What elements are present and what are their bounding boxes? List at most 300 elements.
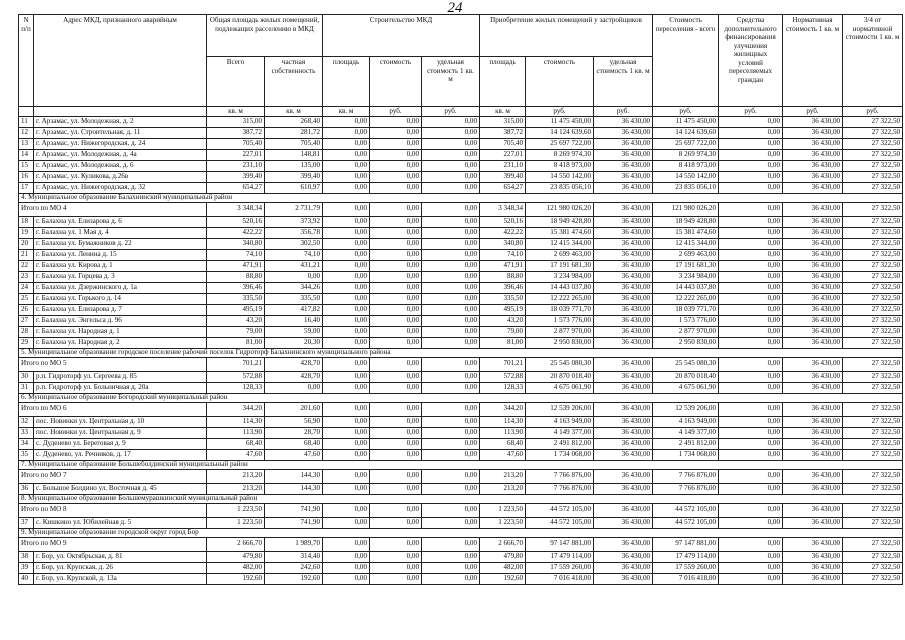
value-cell: 36 430,00: [594, 382, 653, 393]
value-cell: 17 479 114,00: [653, 551, 719, 562]
value-cell: 7 766 876,00: [526, 483, 594, 494]
table-row: [19, 326, 903, 337]
address-cell: г. Арзамас, ул. Нижегородская, д. 24: [34, 138, 207, 149]
value-cell: 0,00: [719, 427, 783, 438]
value-cell: 2 491 812,00: [653, 438, 719, 449]
header-cost: Стоимость переселения - всего: [653, 15, 719, 107]
value-cell: 79,00: [480, 326, 526, 337]
value-cell: 0,00: [422, 182, 480, 193]
value-cell: 2 950 830,00: [526, 337, 594, 348]
value-cell: 0,00: [719, 438, 783, 449]
value-cell: 0,00: [370, 249, 422, 260]
total-cell: 44 572 105,00: [526, 503, 594, 517]
value-cell: 0,00: [719, 293, 783, 304]
value-cell: 0,00: [719, 573, 783, 584]
total-cell: 0,00: [370, 503, 422, 517]
value-cell: 2 491 812,00: [526, 438, 594, 449]
address-cell: г. Бор, ул. Октябрьская, д. 81: [34, 551, 207, 562]
value-cell: 0,00: [719, 483, 783, 494]
total-cell: 1 223,50: [207, 503, 265, 517]
value-cell: 231,10: [207, 160, 265, 171]
value-cell: 335,50: [265, 293, 323, 304]
value-cell: 36 430,00: [783, 371, 843, 382]
value-cell: 4 675 061,90: [526, 382, 594, 393]
total-cell: 44 572 105,00: [653, 503, 719, 517]
value-cell: 335,50: [480, 293, 526, 304]
value-cell: 27 322,50: [843, 382, 903, 393]
table-row: [19, 337, 903, 348]
value-cell: 0,00: [323, 438, 370, 449]
total-row: [19, 469, 903, 483]
value-cell: 27 322,50: [843, 573, 903, 584]
value-cell: 0,00: [719, 216, 783, 227]
section-title: 9. Муниципальное образование городской округ город Бор: [19, 528, 903, 537]
value-cell: 4 149 377,00: [526, 427, 594, 438]
value-cell: 36 430,00: [783, 382, 843, 393]
table-row: [19, 517, 903, 528]
address-cell: с. Дуденево ул. Береговая д. 9: [34, 438, 207, 449]
value-cell: 0,00: [370, 449, 422, 460]
value-cell: 20 870 018,40: [653, 371, 719, 382]
value-cell: 471,91: [207, 260, 265, 271]
address-cell: г. Балахна ул. Ленина д. 15: [34, 249, 207, 260]
value-cell: 0,00: [422, 149, 480, 160]
value-cell: 20 870 018,40: [526, 371, 594, 382]
value-cell: 387,72: [480, 127, 526, 138]
address-cell: г. Балахна ул. Кирова д. 1: [34, 260, 207, 271]
value-cell: 59,00: [265, 326, 323, 337]
table-row: [19, 315, 903, 326]
total-cell: 3 348,34: [207, 202, 265, 216]
value-cell: 422,22: [207, 227, 265, 238]
table-row: [19, 282, 903, 293]
units-cell: руб.: [594, 107, 653, 117]
value-cell: 43,20: [480, 315, 526, 326]
value-cell: 36 430,00: [783, 171, 843, 182]
total-cell: 0,00: [370, 537, 422, 551]
value-cell: 27 322,50: [843, 427, 903, 438]
value-cell: 36 430,00: [783, 337, 843, 348]
header-construction: Строительство МКД: [323, 15, 480, 57]
value-cell: 8 269 974,30: [653, 149, 719, 160]
value-cell: 47,60: [265, 449, 323, 460]
value-cell: 18 949 428,80: [526, 216, 594, 227]
row-number: 26: [19, 304, 34, 315]
total-label: Итого по МО 9: [19, 537, 207, 551]
total-cell: 27 322,50: [843, 402, 903, 416]
value-cell: 74,10: [207, 249, 265, 260]
value-cell: 0,00: [370, 260, 422, 271]
table-row: [19, 116, 903, 127]
value-cell: 36 430,00: [783, 282, 843, 293]
total-cell: 97 147 881,00: [653, 537, 719, 551]
address-cell: р.п. Гидроторф ул. Сергеева д. 85: [34, 371, 207, 382]
total-cell: 2 731,79: [265, 202, 323, 216]
value-cell: 18 039 771,70: [653, 304, 719, 315]
total-cell: 0,00: [422, 202, 480, 216]
row-number: 36: [19, 483, 34, 494]
value-cell: 15 381 474,60: [653, 227, 719, 238]
row-number: 24: [19, 282, 34, 293]
value-cell: 36 430,00: [594, 127, 653, 138]
row-number: 39: [19, 562, 34, 573]
value-cell: 114,30: [480, 416, 526, 427]
value-cell: 0,00: [370, 138, 422, 149]
value-cell: 0,00: [323, 138, 370, 149]
value-cell: 36 430,00: [783, 304, 843, 315]
value-cell: 0,00: [370, 227, 422, 238]
value-cell: 396,46: [207, 282, 265, 293]
total-cell: 0,00: [719, 503, 783, 517]
total-cell: 741,90: [265, 503, 323, 517]
value-cell: 0,00: [422, 416, 480, 427]
address-cell: с. Большое Болдино ул. Восточная д. 45: [34, 483, 207, 494]
table-row: [19, 562, 903, 573]
value-cell: 520,16: [480, 216, 526, 227]
value-cell: 36 430,00: [594, 116, 653, 127]
header-norm-cost: Нормативная стоимость 1 кв. м: [783, 15, 843, 107]
value-cell: 0,00: [422, 282, 480, 293]
value-cell: 0,00: [719, 282, 783, 293]
value-cell: 654,27: [207, 182, 265, 193]
value-cell: 0,00: [719, 326, 783, 337]
value-cell: 4 163 949,00: [526, 416, 594, 427]
value-cell: 36 430,00: [783, 160, 843, 171]
address-cell: пос. Новинки ул. Центральная д. 10: [34, 416, 207, 427]
value-cell: 36 430,00: [594, 326, 653, 337]
table-row: [19, 238, 903, 249]
value-cell: 0,00: [323, 271, 370, 282]
value-cell: 0,00: [265, 271, 323, 282]
row-number: 30: [19, 371, 34, 382]
table-row: [19, 216, 903, 227]
value-cell: 2 877 970,00: [653, 326, 719, 337]
value-cell: 17 559 260,00: [526, 562, 594, 573]
total-cell: 0,00: [422, 537, 480, 551]
units-cell: кв. м: [265, 107, 323, 117]
value-cell: 36 430,00: [783, 271, 843, 282]
value-cell: 4 149 377,00: [653, 427, 719, 438]
value-cell: 14 443 037,80: [526, 282, 594, 293]
value-cell: 36 430,00: [594, 304, 653, 315]
value-cell: 36 430,00: [594, 315, 653, 326]
value-cell: 36 430,00: [594, 337, 653, 348]
value-cell: 36 430,00: [783, 149, 843, 160]
value-cell: 572,88: [207, 371, 265, 382]
value-cell: 36 430,00: [594, 138, 653, 149]
value-cell: 335,50: [207, 293, 265, 304]
header-three-quarters: 3/4 от нормативной стоимости 1 кв. м: [843, 15, 903, 107]
value-cell: 192,60: [207, 573, 265, 584]
value-cell: 16,40: [265, 315, 323, 326]
value-cell: 387,72: [207, 127, 265, 138]
value-cell: 0,00: [719, 238, 783, 249]
total-label: Итого по МО 6: [19, 402, 207, 416]
total-cell: 25 545 080,30: [526, 357, 594, 371]
value-cell: 482,00: [207, 562, 265, 573]
value-cell: 0,00: [323, 562, 370, 573]
value-cell: 36 430,00: [594, 517, 653, 528]
value-cell: 431,21: [265, 260, 323, 271]
value-cell: 0,00: [719, 304, 783, 315]
value-cell: 192,60: [480, 573, 526, 584]
value-cell: 654,27: [480, 182, 526, 193]
value-cell: 0,00: [370, 427, 422, 438]
total-cell: 428,70: [265, 357, 323, 371]
value-cell: 0,00: [323, 483, 370, 494]
row-number: 29: [19, 337, 34, 348]
value-cell: 0,00: [370, 551, 422, 562]
value-cell: 56,90: [265, 416, 323, 427]
total-cell: 344,20: [207, 402, 265, 416]
row-number: 13: [19, 138, 34, 149]
value-cell: 36 430,00: [783, 573, 843, 584]
value-cell: 399,40: [480, 171, 526, 182]
total-row: [19, 537, 903, 551]
total-cell: 0,00: [323, 469, 370, 483]
value-cell: 36 430,00: [783, 216, 843, 227]
value-cell: 0,00: [323, 304, 370, 315]
value-cell: 0,00: [370, 438, 422, 449]
resettlement-table: [18, 14, 903, 585]
value-cell: 11 475 450,00: [526, 116, 594, 127]
row-number: 32: [19, 416, 34, 427]
value-cell: 610,97: [265, 182, 323, 193]
value-cell: 68,40: [480, 438, 526, 449]
value-cell: 36 430,00: [783, 438, 843, 449]
value-cell: 36 430,00: [594, 416, 653, 427]
value-cell: 36 430,00: [594, 271, 653, 282]
address-cell: с. Кишкино ул. Юбилейная д. 5: [34, 517, 207, 528]
value-cell: 27 322,50: [843, 238, 903, 249]
table-row: [19, 382, 903, 393]
total-cell: 344,20: [480, 402, 526, 416]
value-cell: 12 222 265,00: [526, 293, 594, 304]
value-cell: 192,60: [265, 573, 323, 584]
value-cell: 495,19: [207, 304, 265, 315]
value-cell: 0,00: [323, 326, 370, 337]
total-cell: 0,00: [370, 402, 422, 416]
row-number: 17: [19, 182, 34, 193]
section-title: 5. Муниципальное образование городское поселение рабочий поселок Гидроторф Балахнинского муниципального района: [19, 348, 903, 357]
value-cell: 36 430,00: [783, 116, 843, 127]
total-label: Итого по МО 7: [19, 469, 207, 483]
value-cell: 242,60: [265, 562, 323, 573]
value-cell: 27 322,50: [843, 371, 903, 382]
value-cell: 113,90: [207, 427, 265, 438]
value-cell: 144,30: [265, 483, 323, 494]
total-cell: 0,00: [323, 402, 370, 416]
total-cell: 36 430,00: [783, 202, 843, 216]
value-cell: 47,60: [480, 449, 526, 460]
value-cell: 15 381 474,60: [526, 227, 594, 238]
subheader-unit-cost: удельная стоимость 1 кв. м: [594, 57, 653, 107]
value-cell: 227,01: [207, 149, 265, 160]
address-cell: г. Арзамас, ул. Молодежная, д. 2: [34, 116, 207, 127]
row-number: 20: [19, 238, 34, 249]
units-cell: [34, 107, 207, 117]
units-cell: кв. м: [207, 107, 265, 117]
value-cell: 36 430,00: [594, 551, 653, 562]
value-cell: 36 430,00: [783, 483, 843, 494]
value-cell: 0,00: [370, 127, 422, 138]
value-cell: 74,10: [480, 249, 526, 260]
value-cell: 0,00: [370, 160, 422, 171]
total-cell: 0,00: [323, 202, 370, 216]
total-cell: 1 989,70: [265, 537, 323, 551]
value-cell: 7 016 418,00: [526, 573, 594, 584]
value-cell: 0,00: [719, 371, 783, 382]
value-cell: 0,00: [719, 562, 783, 573]
value-cell: 0,00: [719, 182, 783, 193]
value-cell: 17 559 260,00: [653, 562, 719, 573]
table-row: [19, 171, 903, 182]
total-cell: 25 545 080,30: [653, 357, 719, 371]
value-cell: 520,16: [207, 216, 265, 227]
value-cell: 27 322,50: [843, 227, 903, 238]
value-cell: 396,46: [480, 282, 526, 293]
value-cell: 36 430,00: [594, 562, 653, 573]
value-cell: 12 415 344,00: [653, 238, 719, 249]
section-header-row: [19, 460, 903, 469]
value-cell: 705,40: [265, 138, 323, 149]
page-number: 24: [447, 0, 463, 16]
table-row: [19, 249, 903, 260]
value-cell: 0,00: [370, 517, 422, 528]
value-cell: 36 430,00: [783, 517, 843, 528]
value-cell: 315,00: [480, 116, 526, 127]
value-cell: 302,50: [265, 238, 323, 249]
value-cell: 0,00: [422, 449, 480, 460]
value-cell: 8 269 974,30: [526, 149, 594, 160]
value-cell: 27 322,50: [843, 182, 903, 193]
value-cell: 14 124 639,60: [526, 127, 594, 138]
value-cell: 11 475 450,00: [653, 116, 719, 127]
value-cell: 36 430,00: [594, 282, 653, 293]
value-cell: 18 949 428,80: [653, 216, 719, 227]
value-cell: 0,00: [370, 238, 422, 249]
value-cell: 0,00: [719, 416, 783, 427]
value-cell: 7 016 418,00: [653, 573, 719, 584]
value-cell: 0,00: [719, 449, 783, 460]
total-cell: 0,00: [719, 202, 783, 216]
total-cell: 121 980 026,20: [653, 202, 719, 216]
value-cell: 27 322,50: [843, 326, 903, 337]
total-row: [19, 357, 903, 371]
total-cell: 121 980 026,20: [526, 202, 594, 216]
total-cell: 0,00: [370, 357, 422, 371]
value-cell: 0,00: [719, 249, 783, 260]
total-cell: 0,00: [370, 469, 422, 483]
value-cell: 422,22: [480, 227, 526, 238]
table-row: [19, 138, 903, 149]
value-cell: 27 322,50: [843, 260, 903, 271]
value-cell: 0,00: [370, 371, 422, 382]
value-cell: 0,00: [422, 271, 480, 282]
value-cell: 0,00: [719, 171, 783, 182]
value-cell: 43,20: [207, 315, 265, 326]
value-cell: 0,00: [370, 416, 422, 427]
value-cell: 572,88: [480, 371, 526, 382]
value-cell: 0,00: [422, 171, 480, 182]
value-cell: 0,00: [323, 116, 370, 127]
total-cell: 701,21: [480, 357, 526, 371]
value-cell: 14 550 142,00: [653, 171, 719, 182]
value-cell: 0,00: [323, 551, 370, 562]
value-cell: 36 430,00: [783, 293, 843, 304]
value-cell: 0,00: [323, 171, 370, 182]
value-cell: 36 430,00: [783, 127, 843, 138]
units-cell: кв. м: [323, 107, 370, 117]
section-header-row: [19, 528, 903, 537]
value-cell: 0,00: [323, 382, 370, 393]
value-cell: 27 322,50: [843, 149, 903, 160]
value-cell: 0,00: [422, 216, 480, 227]
total-cell: 0,00: [323, 503, 370, 517]
subheader-unit-cost: удельная стоимость 1 кв. м: [422, 57, 480, 107]
address-cell: г. Арзамас, ул. Куликова, д.26в: [34, 171, 207, 182]
value-cell: 0,00: [422, 260, 480, 271]
address-cell: г. Бор, ул. Крупской, д. 13а: [34, 573, 207, 584]
value-cell: 741,90: [265, 517, 323, 528]
value-cell: 4 163 949,00: [653, 416, 719, 427]
total-cell: 3 348,34: [480, 202, 526, 216]
value-cell: 0,00: [323, 216, 370, 227]
total-cell: 27 322,50: [843, 202, 903, 216]
value-cell: 0,00: [422, 127, 480, 138]
value-cell: 0,00: [422, 427, 480, 438]
table-row: [19, 449, 903, 460]
value-cell: 417,82: [265, 304, 323, 315]
value-cell: 36 430,00: [594, 573, 653, 584]
value-cell: 27 322,50: [843, 171, 903, 182]
value-cell: 25 697 722,00: [653, 138, 719, 149]
row-number: 19: [19, 227, 34, 238]
value-cell: 0,00: [422, 337, 480, 348]
table-row: [19, 551, 903, 562]
value-cell: 0,00: [422, 573, 480, 584]
row-number: 40: [19, 573, 34, 584]
value-cell: 705,40: [207, 138, 265, 149]
value-cell: 28,70: [265, 427, 323, 438]
value-cell: 0,00: [323, 238, 370, 249]
value-cell: 0,00: [422, 304, 480, 315]
value-cell: 0,00: [422, 517, 480, 528]
value-cell: 0,00: [422, 371, 480, 382]
value-cell: 36 430,00: [783, 551, 843, 562]
value-cell: 0,00: [370, 149, 422, 160]
subheader-area: площадь: [323, 57, 370, 107]
value-cell: 0,00: [719, 382, 783, 393]
total-cell: 36 430,00: [783, 537, 843, 551]
value-cell: 0,00: [719, 271, 783, 282]
row-number: 16: [19, 171, 34, 182]
row-number: 25: [19, 293, 34, 304]
value-cell: 27 322,50: [843, 127, 903, 138]
value-cell: 113,90: [480, 427, 526, 438]
units-cell: руб.: [422, 107, 480, 117]
value-cell: 0,00: [719, 337, 783, 348]
total-cell: 36 430,00: [783, 469, 843, 483]
total-cell: 2 666,70: [207, 537, 265, 551]
table-body: [19, 116, 903, 584]
value-cell: 268,40: [265, 116, 323, 127]
header-extra-funding: Средства дополнительного финансирования улучшения жилищных условий переселяемых граждан: [719, 15, 783, 107]
value-cell: 0,00: [422, 249, 480, 260]
total-cell: 0,00: [370, 202, 422, 216]
table-row: [19, 271, 903, 282]
table-row: [19, 438, 903, 449]
